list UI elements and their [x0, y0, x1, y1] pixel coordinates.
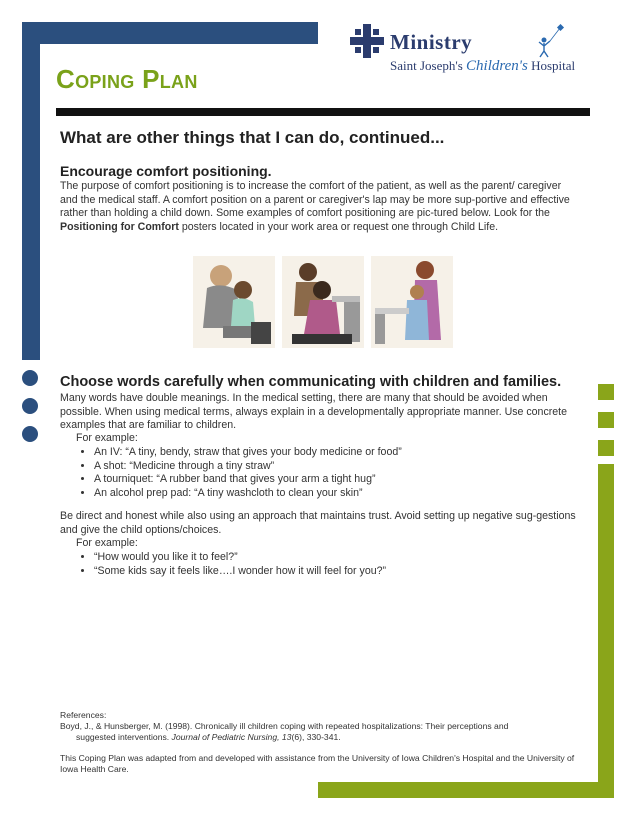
example-label: For example:: [76, 537, 138, 549]
bottom-green-bar: [318, 782, 614, 798]
left-blue-bar: [22, 22, 40, 360]
blue-dot: [22, 398, 38, 414]
top-blue-bar: [22, 22, 318, 44]
green-square: [598, 440, 614, 456]
section-heading: What are other things that I can do, continued...: [60, 128, 445, 147]
comfort-positioning-heading: Encourage comfort positioning.: [60, 163, 272, 179]
comfort-positioning-text: The purpose of comfort positioning is to increase the comfort of the patient, as well as the parent/ caregiver and the medical staff. A comfort position on a parent or caregiver's lap may be more sup-portive and effective rather than holding a child down. Some examples of comfort positioning are pic-tured below. Look for the Positioning for Comfort posters located in your work area or request one through Child Life.: [60, 180, 570, 233]
citation: Boyd, J., & Hunsberger, M. (1998). Chronically ill children coping with repeated hospitalizations: Their perceptions and suggested interventions. Journal of Pediatric Nursing, 13(6), 330-341.: [60, 721, 509, 742]
brand-subtitle: Saint Joseph's Children's Hospital: [390, 58, 576, 74]
blue-dot: [22, 426, 38, 442]
list-item: • “Some kids say it feels like….I wonder how it will feel for you?”: [94, 565, 386, 579]
list-item: • A tourniquet: “A rubber band that gives your arm a tight hug”: [94, 473, 402, 487]
communication-text: Many words have double meanings. In the medical setting, there are many that should be avoided when possible. When using medical terms, always explain in a developmentally appropriate manner. Use concrete examples that are familiar to children.: [60, 392, 567, 432]
title-divider: [56, 108, 590, 116]
references: [60, 710, 580, 743]
green-square: [598, 384, 614, 400]
references-label: References:: [60, 710, 107, 720]
comfort-position-standing-illustration: [371, 256, 453, 348]
medical-terms-list: [78, 446, 402, 500]
brand-name: Ministry: [390, 30, 473, 54]
blue-dot: [22, 370, 38, 386]
list-item: • A shot: “Medicine through a tiny straw”: [94, 460, 402, 474]
child-kite-icon: [534, 24, 566, 60]
list-item: • An alcohol prep pad: “A tiny washcloth to clean your skin”: [94, 487, 402, 501]
communication-heading: Choose words carefully when communicating with children and families.: [60, 374, 562, 390]
adaptation-note: This Coping Plan was adapted from and developed with assistance from the University of Iowa Children's Hospital and the University of Iowa Health Care.: [60, 753, 575, 774]
green-square: [598, 412, 614, 428]
comfort-position-hug-illustration: [282, 256, 364, 348]
list-item: • “How would you like it to feel?”: [94, 551, 386, 565]
honesty-text: Be direct and honest while also using an approach that maintains trust. Avoid setting up negative sug-gestions and give the child options/choices.: [60, 510, 576, 536]
list-item: • An IV: “A tiny, bendy, straw that gives your body medicine or food”: [94, 446, 402, 460]
example-label: For example:: [76, 432, 138, 444]
ministry-cross-icon: [350, 24, 384, 58]
comfort-position-lap-illustration: [193, 256, 275, 348]
suggestion-list: [78, 551, 386, 578]
page-title: Coping Plan: [56, 64, 198, 94]
right-green-bar: [598, 464, 614, 798]
